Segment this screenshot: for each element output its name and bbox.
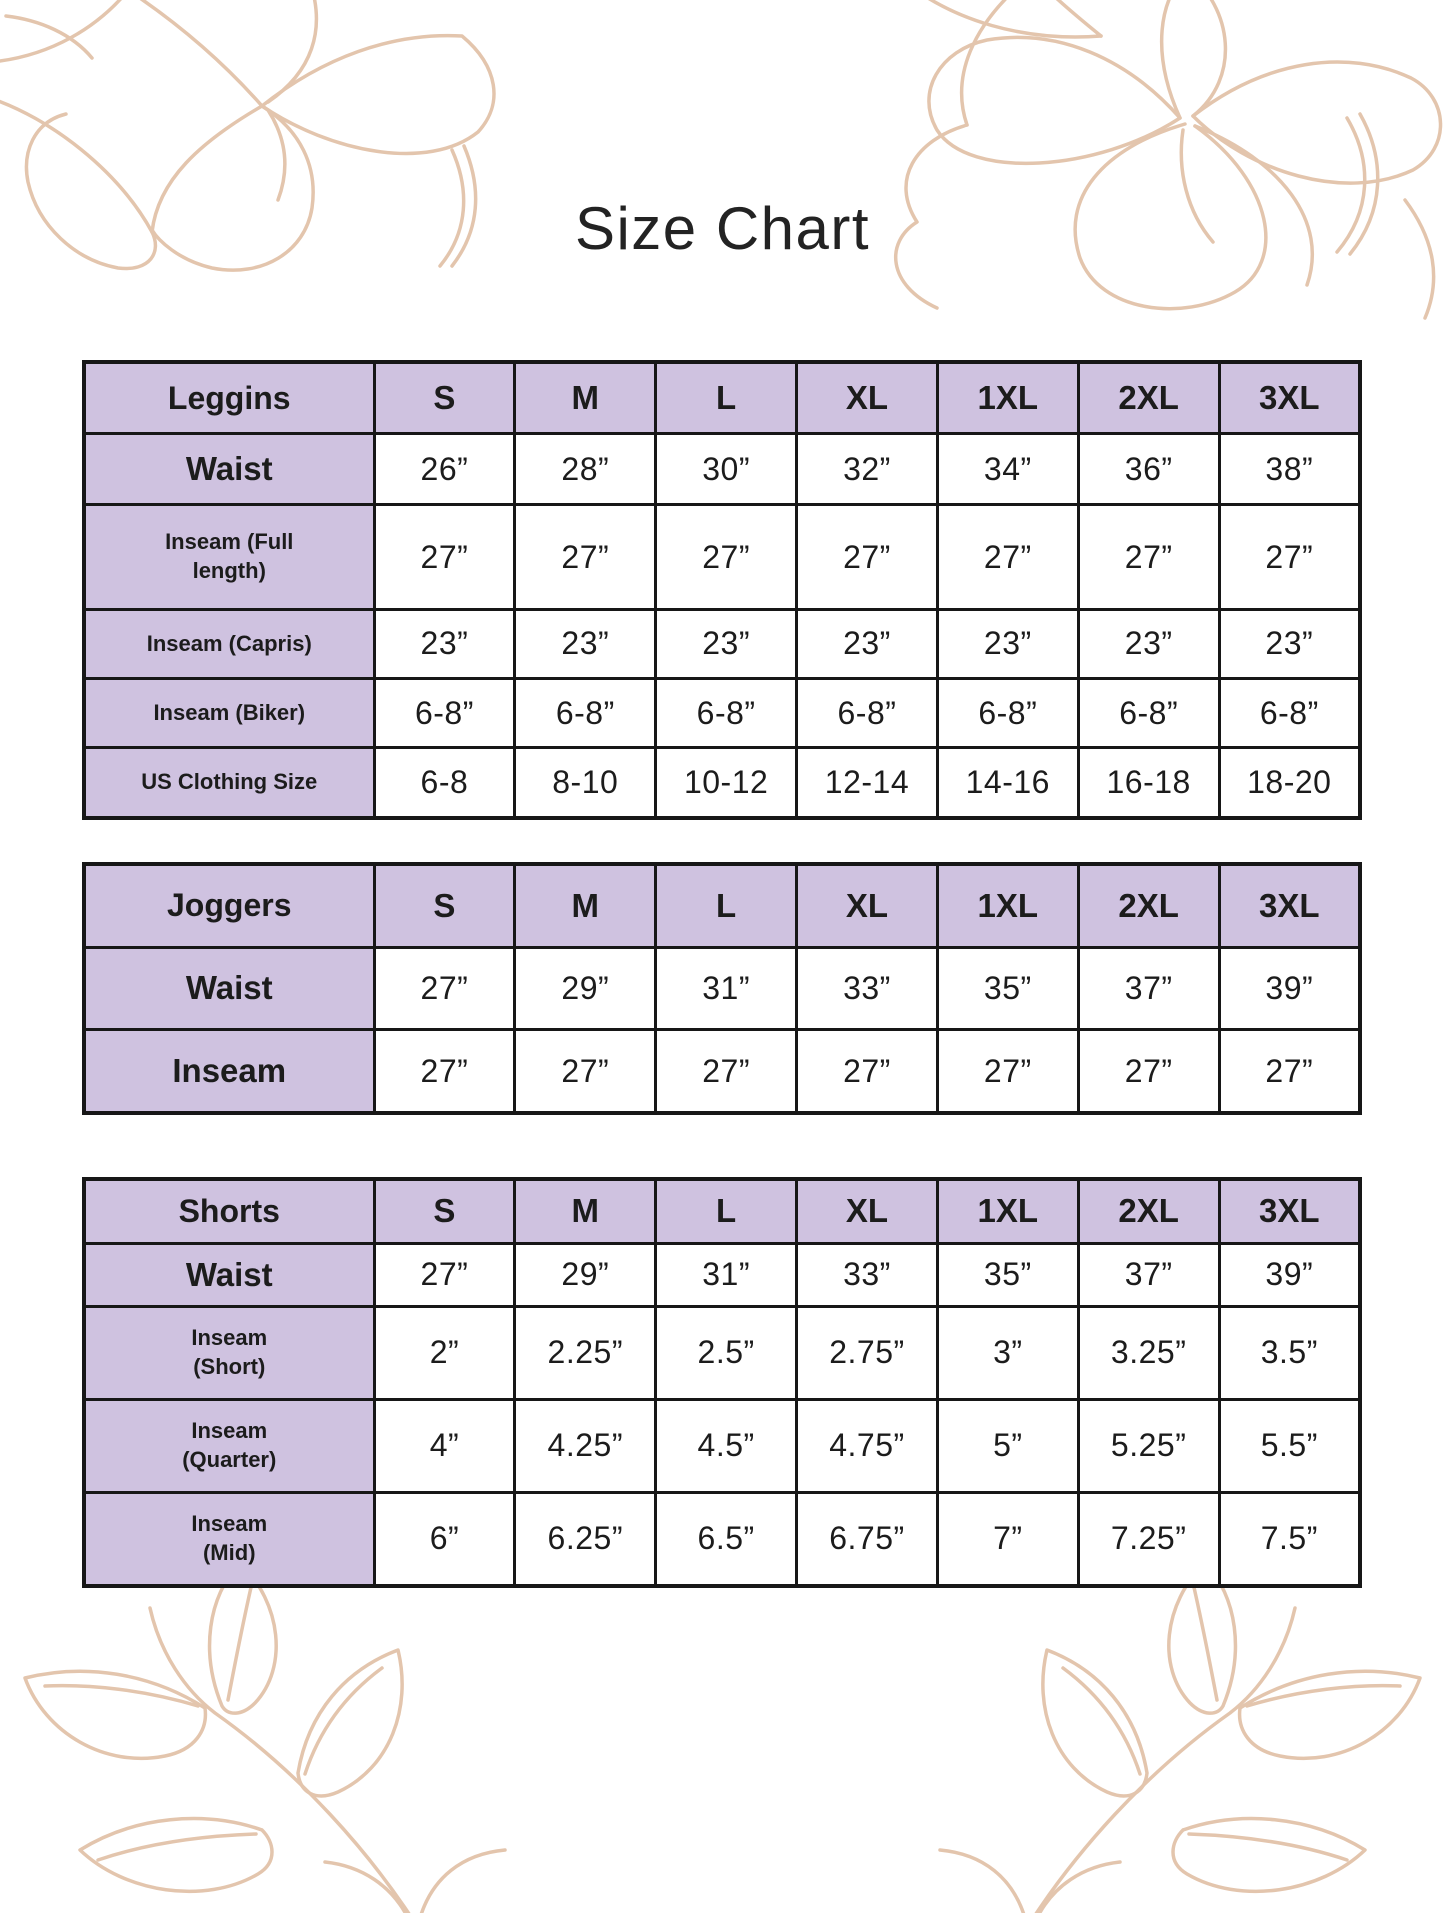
shorts-size-table [82,1177,1362,1588]
leaves-line-art-bottom-left [0,1578,520,1918]
size-value-cell: 6-8” [1078,678,1219,747]
row-label-cell: Waist [84,947,374,1029]
table-title-cell: Shorts [84,1179,374,1243]
size-column-header: M [515,864,656,947]
size-column-header: 3XL [1219,864,1360,947]
size-value-cell: 2.5” [656,1306,797,1399]
table-header-row [84,864,1360,947]
size-value-cell: 5” [937,1399,1078,1492]
table-row [84,1399,1360,1492]
size-value-cell: 7.5” [1219,1492,1360,1586]
size-value-cell: 4” [374,1399,515,1492]
size-column-header: 2XL [1078,1179,1219,1243]
row-label-cell: Inseam (Full length) [84,505,374,609]
size-value-cell: 27” [1219,1030,1360,1113]
size-value-cell: 31” [656,1243,797,1306]
size-value-cell: 23” [937,609,1078,678]
size-value-cell: 14-16 [937,748,1078,818]
size-value-cell: 12-14 [797,748,938,818]
size-value-cell: 27” [937,1030,1078,1113]
size-value-cell: 6.75” [797,1492,938,1586]
size-value-cell: 4.25” [515,1399,656,1492]
size-value-cell: 38” [1219,434,1360,505]
size-value-cell: 27” [797,1030,938,1113]
size-value-cell: 27” [797,505,938,609]
table-row [84,1030,1360,1113]
size-value-cell: 23” [1219,609,1360,678]
size-value-cell: 27” [656,1030,797,1113]
size-value-cell: 27” [515,505,656,609]
size-column-header: XL [797,864,938,947]
table-row [84,1492,1360,1586]
size-column-header: M [515,362,656,434]
size-value-cell: 27” [1078,1030,1219,1113]
size-value-cell: 27” [374,1243,515,1306]
size-value-cell: 3” [937,1306,1078,1399]
size-column-header: 1XL [937,1179,1078,1243]
size-value-cell: 27” [374,1030,515,1113]
size-value-cell: 31” [656,947,797,1029]
size-value-cell: 3.25” [1078,1306,1219,1399]
size-value-cell: 6.5” [656,1492,797,1586]
size-value-cell: 2” [374,1306,515,1399]
size-value-cell: 16-18 [1078,748,1219,818]
size-value-cell: 37” [1078,1243,1219,1306]
table-row [84,434,1360,505]
size-value-cell: 6.25” [515,1492,656,1586]
size-value-cell: 32” [797,434,938,505]
size-value-cell: 33” [797,1243,938,1306]
row-label-cell: Inseam (Biker) [84,678,374,747]
size-value-cell: 27” [1078,505,1219,609]
size-value-cell: 23” [374,609,515,678]
table-row [84,1306,1360,1399]
size-value-cell: 36” [1078,434,1219,505]
table-row [84,1243,1360,1306]
joggers-size-table [82,862,1362,1115]
size-value-cell: 6-8 [374,748,515,818]
flower-icon [845,0,1445,340]
table-row [84,947,1360,1029]
table-row [84,678,1360,747]
size-value-cell: 6-8” [937,678,1078,747]
size-value-cell: 7.25” [1078,1492,1219,1586]
size-value-cell: 23” [656,609,797,678]
size-value-cell: 28” [515,434,656,505]
leaves-icon [0,1578,520,1913]
table-row [84,505,1360,609]
size-column-header: 3XL [1219,362,1360,434]
row-label-cell: Inseam (Mid) [84,1492,374,1586]
size-value-cell: 3.5” [1219,1306,1360,1399]
row-label-cell: Waist [84,434,374,505]
size-value-cell: 23” [515,609,656,678]
table-header-row [84,362,1360,434]
size-value-cell: 4.75” [797,1399,938,1492]
row-label-cell: Inseam [84,1030,374,1113]
size-column-header: L [656,864,797,947]
size-value-cell: 10-12 [656,748,797,818]
size-value-cell: 37” [1078,947,1219,1029]
size-value-cell: 34” [937,434,1078,505]
size-value-cell: 39” [1219,1243,1360,1306]
size-column-header: 3XL [1219,1179,1360,1243]
size-column-header: L [656,362,797,434]
size-value-cell: 27” [937,505,1078,609]
size-column-header: XL [797,362,938,434]
row-label-cell: Inseam (Short) [84,1306,374,1399]
size-value-cell: 6-8” [1219,678,1360,747]
leaves-line-art-bottom-right [925,1578,1445,1918]
size-column-header: S [374,864,515,947]
size-column-header: M [515,1179,656,1243]
size-value-cell: 8-10 [515,748,656,818]
size-value-cell: 35” [937,947,1078,1029]
size-value-cell: 27” [374,505,515,609]
size-value-cell: 27” [374,947,515,1029]
table-row [84,609,1360,678]
size-value-cell: 2.75” [797,1306,938,1399]
size-column-header: 2XL [1078,362,1219,434]
size-column-header: S [374,362,515,434]
table-header-row [84,1179,1360,1243]
size-value-cell: 6” [374,1492,515,1586]
size-value-cell: 27” [1219,505,1360,609]
size-value-cell: 7” [937,1492,1078,1586]
flower-line-art-top-left [0,0,520,335]
size-value-cell: 39” [1219,947,1360,1029]
size-value-cell: 2.25” [515,1306,656,1399]
page-title: Size Chart [574,195,871,262]
size-value-cell: 23” [1078,609,1219,678]
size-value-cell: 5.25” [1078,1399,1219,1492]
size-value-cell: 35” [937,1243,1078,1306]
flower-icon [0,0,520,330]
size-value-cell: 18-20 [1219,748,1360,818]
size-value-cell: 30” [656,434,797,505]
size-value-cell: 6-8” [656,678,797,747]
leggins-size-table [82,360,1362,820]
size-value-cell: 6-8” [515,678,656,747]
row-label-cell: Inseam (Capris) [84,609,374,678]
size-value-cell: 26” [374,434,515,505]
row-label-cell: US Clothing Size [84,748,374,818]
size-value-cell: 6-8” [797,678,938,747]
size-value-cell: 33” [797,947,938,1029]
size-column-header: XL [797,1179,938,1243]
size-value-cell: 6-8” [374,678,515,747]
size-value-cell: 23” [797,609,938,678]
size-column-header: S [374,1179,515,1243]
size-value-cell: 27” [656,505,797,609]
table-row [84,748,1360,818]
size-value-cell: 4.5” [656,1399,797,1492]
size-value-cell: 29” [515,947,656,1029]
table-title-cell: Joggers [84,864,374,947]
size-column-header: 1XL [937,362,1078,434]
leaves-icon [925,1578,1445,1913]
table-title-cell: Leggins [84,362,374,434]
size-value-cell: 29” [515,1243,656,1306]
size-value-cell: 27” [515,1030,656,1113]
row-label-cell: Waist [84,1243,374,1306]
size-column-header: 1XL [937,864,1078,947]
size-column-header: L [656,1179,797,1243]
size-column-header: 2XL [1078,864,1219,947]
size-value-cell: 5.5” [1219,1399,1360,1492]
flower-line-art-top-right [845,0,1445,345]
row-label-cell: Inseam (Quarter) [84,1399,374,1492]
